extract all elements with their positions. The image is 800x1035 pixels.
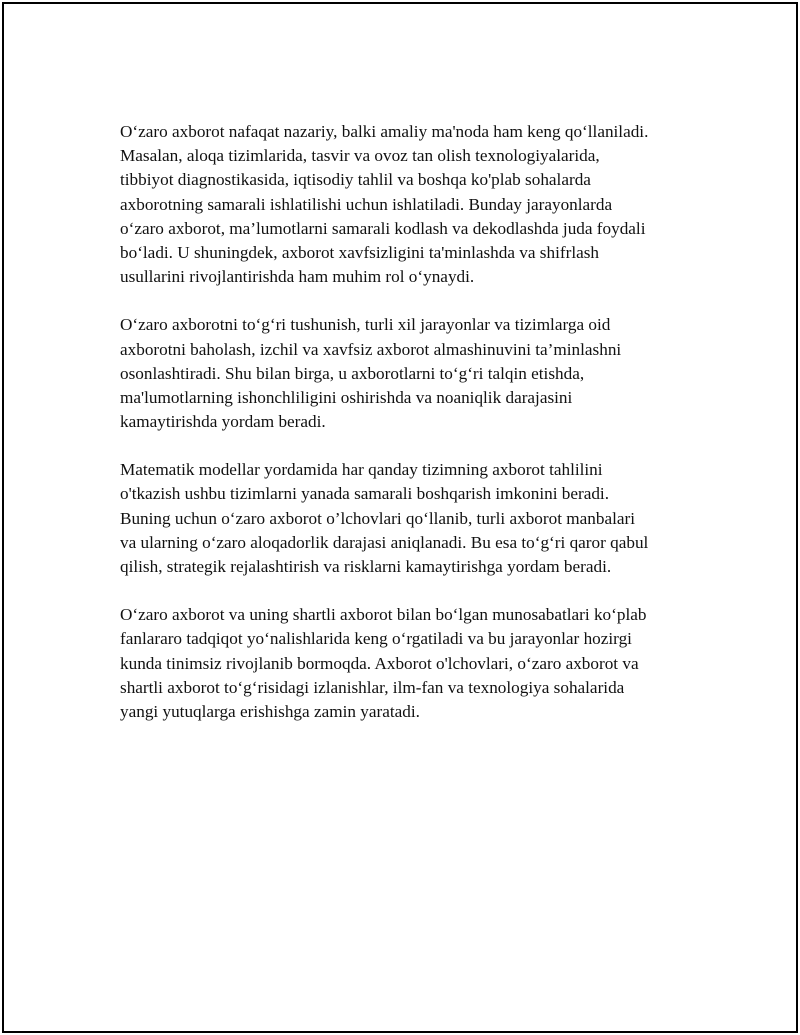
text-line: Masalan, aloqa tizimlarida, tasvir va ovoz tan olish texnologiyalarida, xyxy=(120,146,600,166)
text-line: O‘zaro axborot va uning shartli axborot bilan bo‘lgan munosabatlari ko‘plab xyxy=(120,605,647,625)
text-line: qilish, strategik rejalashtirish va risklarni kamaytirishga yordam beradi. xyxy=(120,557,612,576)
text-line: va ularning o‘zaro aloqadorlik darajasi aniqlanadi. Bu esa to‘g‘ri qaror qabul xyxy=(120,532,649,552)
text-line: axborotning samarali ishlatilishi uchun ishlatiladi. Bunday jarayonlarda xyxy=(120,194,613,214)
text-line: kunda tinimsiz rivojlanib bormoqda. Axborot o'lchovlari, o‘zaro axborot va xyxy=(120,653,639,673)
paragraph-4 xyxy=(120,603,710,724)
text-line: fanlararo tadqiqot yo‘nalishlarida keng o‘rgatiladi va bu jarayonlar hozirgi xyxy=(120,629,632,649)
text-line: tibbiyot diagnostikasida, iqtisodiy tahlil va boshqa ko'plab sohalarda xyxy=(120,170,591,190)
text-line: Matematik modellar yordamida har qanday tizimning axborot tahlilini xyxy=(120,460,603,480)
paragraph-3 xyxy=(120,458,710,579)
text-line: axborotni baholash, izchil va xavfsiz axborot almashinuvini ta’minlashni xyxy=(120,339,622,359)
text-line: O‘zaro axborot nafaqat nazariy, balki amaliy ma'noda ham keng qo‘llaniladi. xyxy=(120,122,649,141)
text-line: usullarini rivojlantirishda ham muhim rol o‘ynaydi. xyxy=(120,267,475,287)
text-line: shartli axborot to‘g‘risidagi izlanishlar, ilm-fan va texnologiya sohalarida xyxy=(120,677,625,697)
text-line: O‘zaro axborotni to‘g‘ri tushunish, turli xil jarayonlar va tizimlarga oid xyxy=(120,315,611,335)
text-line: o'tkazish ushbu tizimlarni yanada samarali boshqarish imkonini beradi. xyxy=(120,484,610,504)
text-line: kamaytirishda yordam beradi. xyxy=(120,412,326,432)
text-line: o‘zaro axborot, ma’lumotlarni samarali kodlash va dekodlashda juda foydali xyxy=(120,218,646,238)
text-line: osonlashtiradi. Shu bilan birga, u axborotlarni to‘g‘ri talqin etishda, xyxy=(120,363,585,383)
document-page xyxy=(2,2,798,1033)
paragraph-1 xyxy=(120,120,710,289)
text-line: bo‘ladi. U shuningdek, axborot xavfsizligini ta'minlashda va shifrlash xyxy=(120,242,600,262)
document-body xyxy=(120,120,710,748)
paragraph-2 xyxy=(120,313,710,434)
text-line: yangi yutuqlarga erishishga zamin yaratadi. xyxy=(120,701,420,721)
text-line: Buning uchun o‘zaro axborot o’lchovlari qo‘llanib, turli axborot manbalari xyxy=(120,508,636,528)
text-line: ma'lumotlarning ishonchliligini oshirishda va noaniqlik darajasini xyxy=(120,387,573,407)
